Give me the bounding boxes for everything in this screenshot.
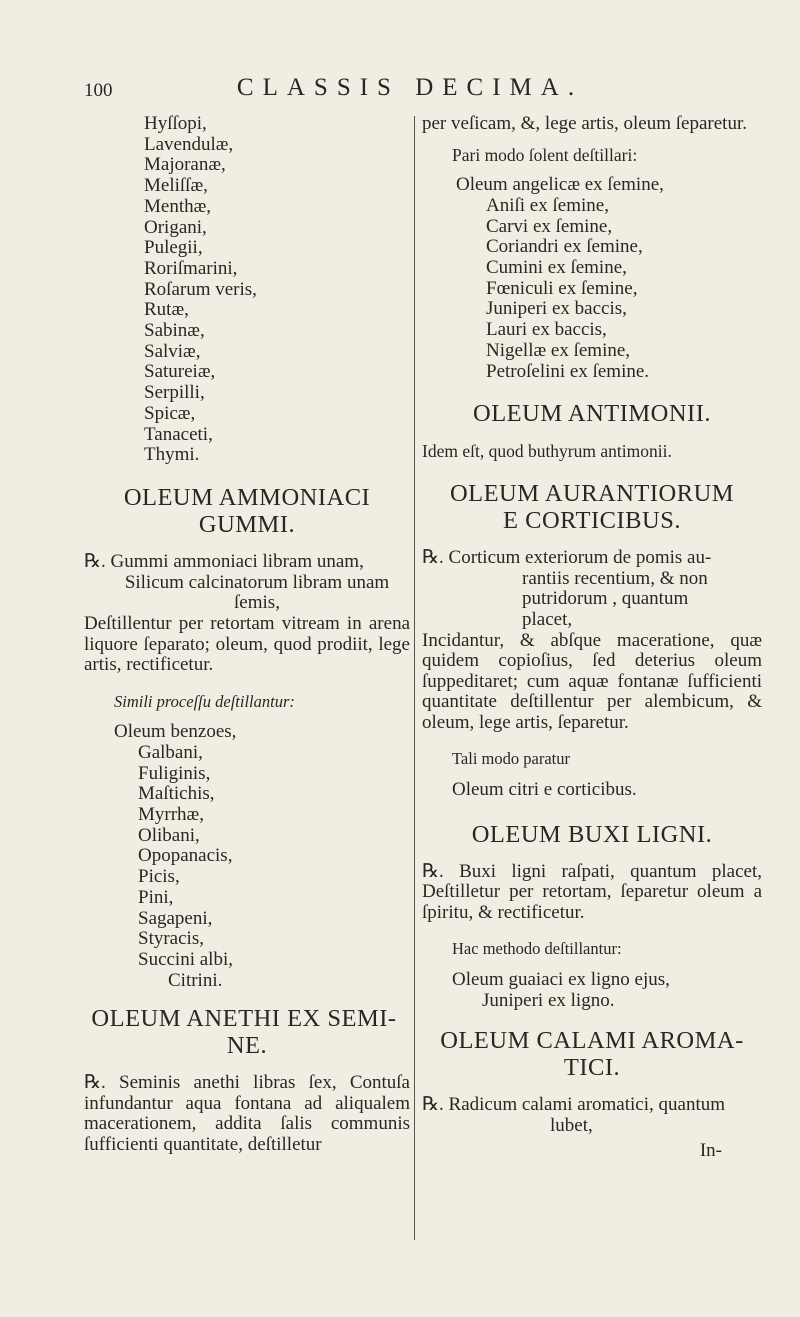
page-number: 100 [84,80,113,101]
list-item: Serpilli, [144,382,205,404]
heading-line: OLEUM ANTIMONII. [473,400,711,428]
list-item: Styracis, [138,928,204,950]
heading-line: OLEUM ANETHI EX SEMI- [91,1005,397,1033]
recipe-line: lubet, [550,1114,593,1136]
heading-antimonii [422,400,762,427]
recipe-body: Incidantur, & abſque maceratione, quæ quidem copioſius, ſed deterius oleum ſuppeditaret; cum aquæ fontanæ ſufficienti quantitate deſtillentur per alembicum, & oleum, lege artis, ſeparetur. [422,629,762,733]
right-column [422,114,762,1161]
list-item: Oleum angelicæ ex ſemine, [456,174,664,196]
list-item: Pulegii, [144,237,203,259]
recipe-line: putridorum , quantum [522,588,689,610]
list-item: Myrrhæ, [138,804,204,826]
recipe-indented [84,573,410,614]
list-item: Carvi ex ſemine, [486,215,613,237]
list-item: Rutæ, [144,299,189,321]
antimonii-text: Idem eſt, quod buthyrum antimonii. [422,441,672,462]
list-item: Aniſi ex ſemine, [486,194,609,216]
heading-line: E CORTICIBUS. [503,506,681,534]
heading-line: TICI. [563,1054,621,1082]
oil-list [422,970,762,1011]
list-item: Lauri ex baccis, [486,319,607,341]
recipe-first-line: ℞. Radicum calami aromatici, quantum [422,1094,725,1116]
process-intro: Simili proceſſu deſtillantur: [114,691,295,711]
list-item: Salviæ, [144,340,201,362]
heading-ammoniaci [84,484,410,538]
heading-buxi [422,821,762,848]
list-item: Cumini ex ſemine, [486,257,627,279]
list-item: Olibani, [138,824,200,846]
continuation-text: per veſicam, &, lege artis, oleum ſeparetur. [422,113,747,134]
running-head: CLASSIS DECIMA. [236,74,584,101]
process-intro: Hac methodo deſtillantur: [452,939,622,959]
list-item: Oleum benzoes, [114,721,237,743]
list-item: Oleum guaiaci ex ligno ejus, [452,968,670,990]
list-item: Satureiæ, [144,361,216,383]
herb-list [84,114,410,466]
recipe-line: placet, [522,609,573,631]
recipe-indented [422,1116,762,1137]
recipe-body: Deſtillentur per retortam vitream in arena liquore ſeparato; oleum, quod prodiit, lege artis, rectificetur. [84,613,410,676]
heading-line: OLEUM AMMONIACI [123,483,371,511]
heading-line: OLEUM AURANTIORUM [449,479,735,507]
list-item: Lavendulæ, [144,133,234,155]
list-item: Fœniculi ex ſemine, [486,277,638,299]
recipe-line: rantiis recentium, & non [522,567,708,589]
list-item: Juniperi ex ligno. [482,989,615,1011]
list-item: Citrini. [168,969,223,991]
list-item: Tanaceti, [144,423,213,445]
recipe-first-line: ℞. Gummi ammoniaci libram unam, [84,550,364,572]
list-item: Sabinæ, [144,320,205,342]
list-item: Thymi. [144,444,200,466]
list-item: Menthæ, [144,195,212,217]
list-item: Succini albi, [138,949,233,970]
list-item: Opopanacis, [138,845,233,867]
heading-anethi [84,1005,410,1059]
recipe-body: ℞. Buxi ligni raſpati, quantum placet, Deſtilletur per retortam, ſeparetur oleum a ſpiritu, & rectificetur. [422,860,762,923]
heading-line: OLEUM BUXI LIGNI. [471,820,713,848]
process-intro: Tali modo paratur [452,749,570,769]
heading-line: NE. [226,1032,268,1060]
list-item: Majoranæ, [144,154,226,176]
list-item: Picis, [138,866,180,888]
list-item: Juniperi ex baccis, [486,298,627,320]
heading-aurantiorum [422,480,762,534]
heading-line: GUMMI. [198,510,296,538]
list-item: Spicæ, [144,402,196,424]
oil-list [84,722,410,991]
list-item: Coriandri ex ſemine, [486,236,643,258]
list-item: Sagapeni, [138,907,213,929]
list-item: Pini, [138,886,174,908]
recipe-indented [422,569,762,631]
distill-intro: Pari modo ſolent deſtillari: [452,144,638,165]
heading-calami [422,1027,762,1081]
left-column [84,114,410,1155]
list-item: Origani, [144,216,207,238]
recipe-body: ℞. Seminis anethi libras ſex, Contuſa infundantur aqua fontana ad aliqualem macerationem, addita ſalis communis ſufficienti quantitate, deſtilletur [84,1072,410,1155]
catchword: In- [699,1139,722,1161]
list-item: Petroſelini ex ſemine. [486,360,650,382]
oil-list [422,175,762,382]
list-item: Hyſſopi, [144,113,207,134]
list-item: Galbani, [138,741,203,763]
list-item: Roſarum veris, [144,278,257,300]
list-item: Meliſſæ, [144,175,208,197]
oil-item: Oleum citri e corticibus. [452,778,637,800]
list-item: Fuliginis, [138,762,211,784]
recipe-first-line: ℞. Corticum exteriorum de pomis au- [422,546,712,568]
recipe-line: ſemis, [234,592,280,614]
recipe-line: Silicum calcinatorum libram unam [124,571,390,593]
list-item: Nigellæ ex ſemine, [486,339,631,361]
list-item: Roriſmarini, [144,257,238,279]
column-divider [414,116,415,1240]
heading-line: OLEUM CALAMI AROMA- [440,1027,744,1055]
list-item: Maſtichis, [138,783,215,805]
